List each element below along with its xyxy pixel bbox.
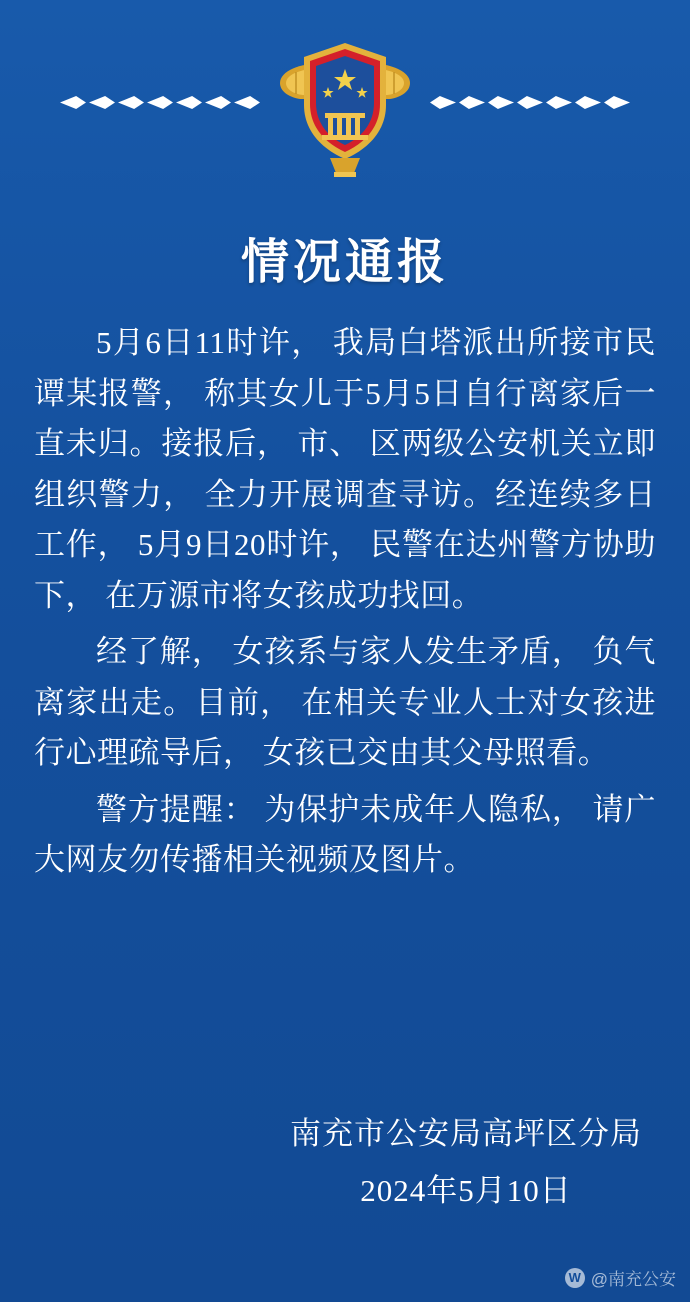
wheat-leaf-icon (89, 96, 115, 109)
wheat-leaf-icon (118, 96, 144, 109)
wheat-leaf-icon (60, 96, 86, 109)
wheat-leaf-icon (430, 96, 456, 109)
signature-block (290, 1108, 642, 1210)
wheat-ears-left (60, 96, 260, 109)
paragraph: 警方提醒： 为保护未成年人隐私， 请广大网友勿传播相关视频及图片。 (34, 791, 656, 878)
china-police-badge-icon (270, 25, 420, 180)
wheat-leaf-icon (517, 96, 543, 109)
wheat-leaf-icon (604, 96, 630, 109)
wheat-leaf-icon (546, 96, 572, 109)
weibo-icon: W (565, 1268, 585, 1288)
wheat-leaf-icon (205, 96, 231, 109)
notice-body (0, 318, 690, 886)
weibo-watermark (565, 1265, 676, 1290)
page-title: 情况通报 (240, 236, 449, 289)
wheat-leaf-icon (176, 96, 202, 109)
wheat-leaf-icon (488, 96, 514, 109)
issuing-organization: 南充市公安局高坪区分局 (290, 1116, 642, 1151)
wheat-ears-right (430, 96, 630, 109)
weibo-account-name: @南充公安 (590, 1270, 676, 1289)
wheat-leaf-icon (147, 96, 173, 109)
wheat-leaf-icon (234, 96, 260, 109)
paragraph: 经了解， 女孩系与家人发生矛盾， 负气离家出走。目前， 在相关专业人士对女孩进行心理疏导后， 女孩已交由其父母照看。 (34, 634, 656, 771)
paragraph: 5月6日11时许， 我局白塔派出所接市民谭某报警， 称其女儿于5月5日自行离家后一直未归。接报后， 市、 区两级公安机关立即组织警力， 全力开展调查寻访。经连续多日工作， 5月9日20时许， 民警在达州警方协助下， 在万源市将女孩成功找回。 (34, 325, 656, 613)
header-emblem-band (0, 0, 690, 205)
wheat-leaf-icon (575, 96, 601, 109)
issue-date: 2024年5月10日 (360, 1173, 572, 1208)
wheat-leaf-icon (459, 96, 485, 109)
